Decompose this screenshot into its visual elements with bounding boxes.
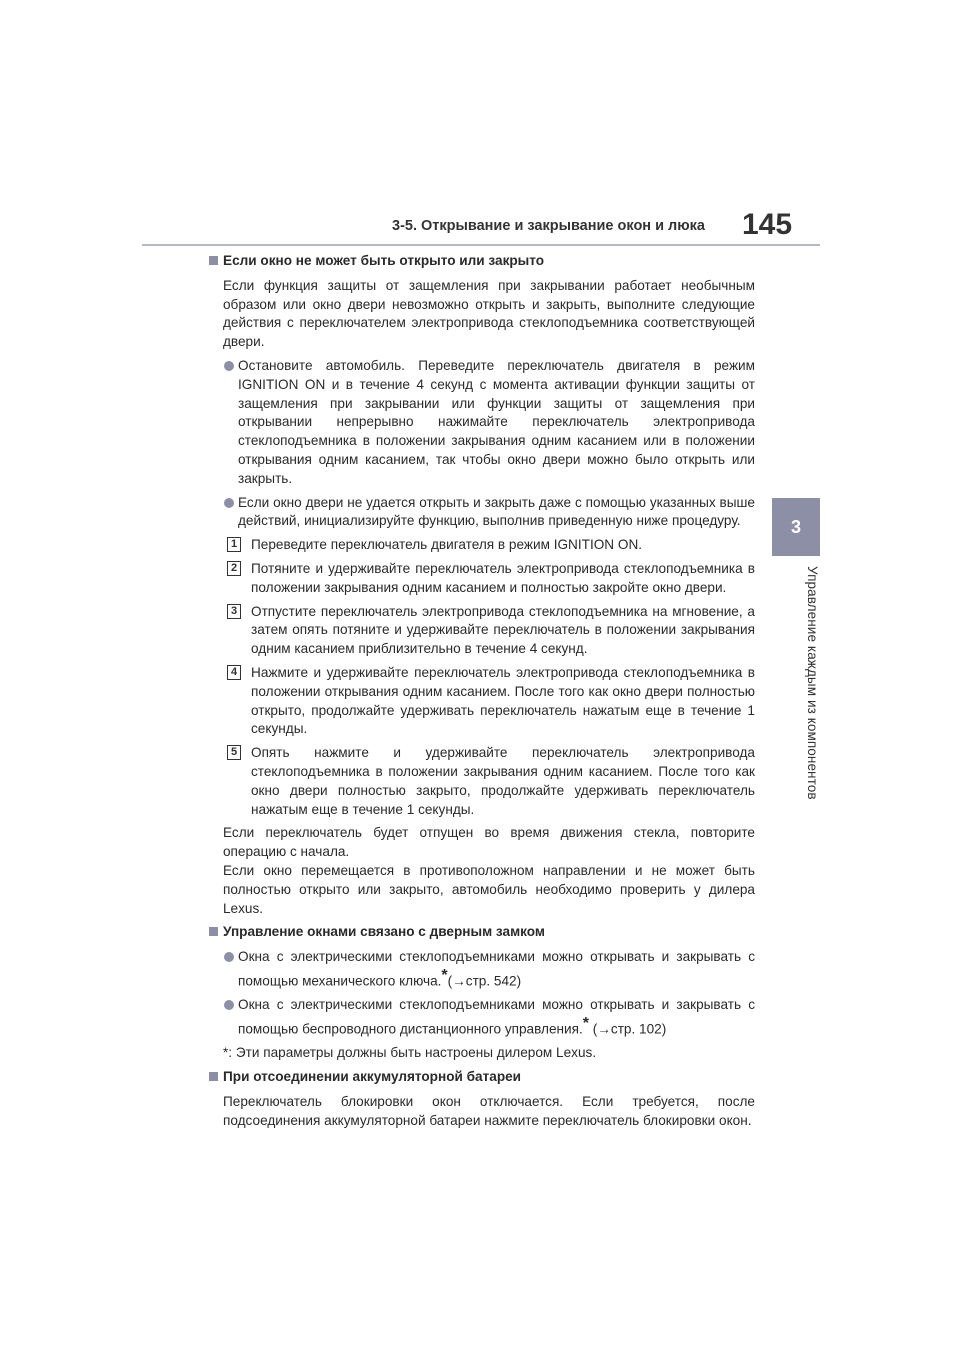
footnote-marker: * [441, 966, 448, 984]
heading-window-door-lock [209, 923, 755, 942]
chapter-title: Управление каждым из компонентов [805, 566, 820, 800]
round-bullet-icon [224, 361, 234, 371]
step-number: 5 [227, 745, 241, 760]
bullet-text: Окна с электрическими стеклоподъемниками можно открывать и закрывать с помощью механического ключа. [238, 949, 755, 989]
bullet-item [209, 494, 755, 532]
note-paragraph: Если переключатель будет отпущен во время движения стекла, повторите операцию с начала. [223, 825, 755, 860]
step-number: 2 [227, 561, 241, 576]
step-text: Переведите переключатель двигателя в режим IGNITION ON. [251, 537, 643, 553]
round-bullet-icon [224, 952, 234, 962]
heading-window-cannot-open [209, 252, 755, 271]
step-text: Опять нажмите и удерживайте переключатель электропривода стеклоподъемника в положении закрывания одним касанием. После того как окно двери полностью закрыто, продолжайте удерживать переключатель нажатым еще в течение 1 секунды. [251, 745, 755, 817]
section-title: 3-5. Открывание и закрывание окон и люка [392, 218, 705, 234]
step-text: Отпустите переключатель электропривода стеклоподъемника на мгновение, а затем опять потяните и удерживайте переключатель в положении закрывания одним касанием приблизительно в течение 4 секунд. [251, 603, 755, 657]
note-paragraph: Если окно перемещается в противоположном направлении и не может быть полностью открыто или закрыто, автомобиль необходимо проверить у дилера Lexus. [223, 862, 755, 916]
footnote-marker: * [582, 1015, 589, 1033]
heading-text: Если окно не может быть открыто или закрыто [223, 253, 545, 268]
page-content [209, 252, 755, 1136]
page-reference: (→стр. 102) [589, 1021, 667, 1037]
bullet-item [209, 948, 755, 991]
bullet-text: Если окно двери не удается открыть и закрыть даже с помощью указанных выше действий, инициализируйте функцию, выполнив приведенную ниже процедуру. [238, 494, 755, 529]
page-reference: (→стр. 542) [447, 973, 522, 989]
page-number: 145 [742, 208, 793, 241]
step-text: Потяните и удерживайте переключатель электропривода стеклоподъемника в положении закрывания одним касанием и полностью закройте окно двери. [251, 560, 755, 595]
step-number: 3 [227, 604, 241, 619]
step-number: 1 [227, 537, 241, 552]
heading-text: При отсоединении аккумуляторной батареи [223, 1069, 522, 1085]
battery-paragraph: Переключатель блокировки окон отключается. Если требуется, после подсоединения аккумуляторной батареи нажмите переключатель блокировки окон. [223, 1093, 755, 1128]
header-divider [142, 244, 820, 246]
square-bullet-icon [209, 927, 218, 936]
heading-text: Управление окнами связано с дверным замком [223, 924, 545, 940]
step-item [209, 744, 755, 819]
bullet-text: Остановите автомобиль. Переведите переключатель двигателя в режим IGNITION ON и в течение 4 секунд с момента активации функции защиты от защемления при закрывании или функции защиты от защемления при открывании непрерывно нажимайте переключатель электропривода стеклоподъемника в положении закрывания одним касанием или в положении открывания одним касанием, так чтобы окно двери можно было открыть или закрыть. [238, 357, 755, 486]
chapter-tab: 3 [772, 498, 820, 556]
footnote: *: Эти параметры должны быть настроены дилером Lexus. [223, 1045, 597, 1061]
step-text: Нажмите и удерживайте переключатель электропривода стеклоподъемника в положении открывания одним касанием. После того как окно двери полностью открыто, продолжайте удерживать переключатель нажатым еще в течение 1 секунды. [251, 664, 755, 737]
step-number: 4 [227, 665, 241, 680]
step-item [209, 664, 755, 739]
round-bullet-icon [224, 498, 234, 508]
round-bullet-icon [224, 1000, 234, 1010]
heading-battery-disconnect [209, 1068, 755, 1087]
step-item [209, 536, 755, 555]
bullet-item [209, 996, 755, 1039]
step-item [209, 560, 755, 598]
square-bullet-icon [209, 1072, 218, 1081]
intro-paragraph: Если функция защиты от защемления при закрывании работает необычным образом или окно двери невозможно открыть и закрыть, выполните следующие действия с переключателем электропривода стеклоподъемника соответствующей двери. [223, 277, 755, 350]
square-bullet-icon [209, 256, 218, 265]
bullet-text: Окна с электрическими стеклоподъемниками можно открывать и закрывать с помощью беспроводного дистанционного управления. [238, 997, 755, 1037]
step-item [209, 603, 755, 659]
bullet-item [209, 357, 755, 489]
